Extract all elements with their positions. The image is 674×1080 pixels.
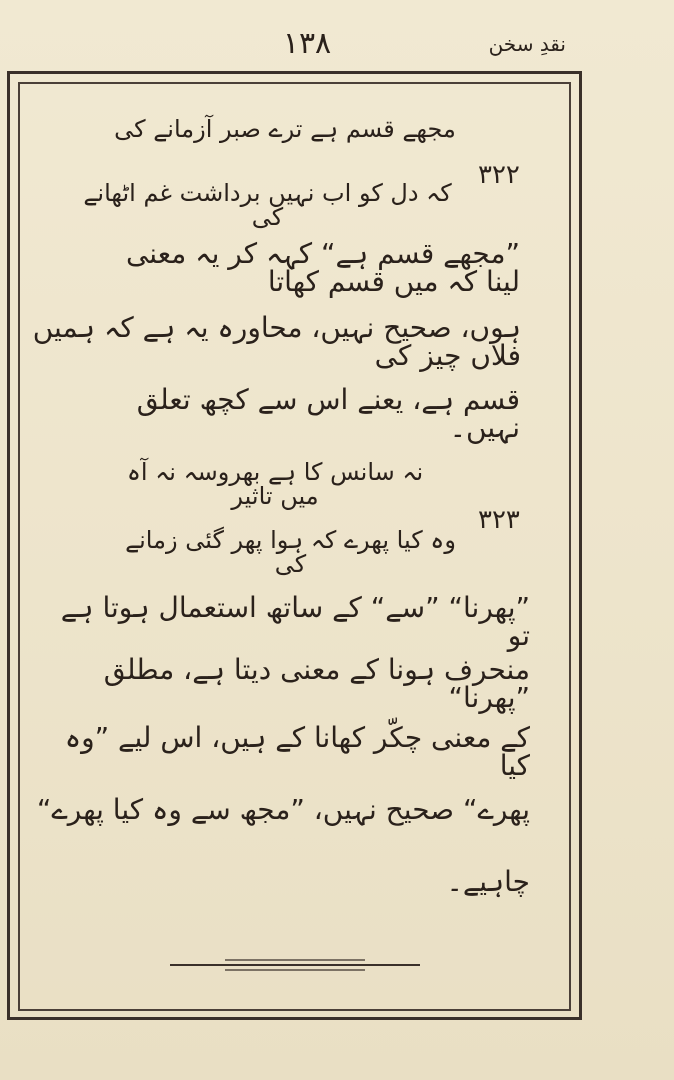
entry-322-prose-line-1: ”مجھے قسم ہے“ کہہ کر یہ معنی لینا کہ میں قسم کھاتا (125, 237, 520, 298)
entry-322-prose-line-3: قسم ہے، یعنے اس سے کچھ تعلق نہیں۔ (136, 383, 520, 444)
page-header (0, 0, 674, 70)
page-number: ۱۳۸ (282, 26, 332, 61)
book-title: نقدِ سخن (488, 32, 566, 56)
entry-323-verse-line-2: وہ کیا پھرے کہ ہوا پھر گئی زمانے کی (125, 526, 456, 578)
entry-323-prose-line-2: منحرف ہونا کے معنی دیتا ہے، مطلق ”پھرنا“ (103, 653, 530, 714)
entry-323-prose-line-3: کے معنی چکّر کھانا کے ہیں، اس لیے ”وہ کیا (64, 721, 530, 782)
entry-322-verse-line-2: کہ دل کو اب نہیں برداشت غم اٹھانے کی (83, 179, 452, 231)
entry-322-prose-line-2: ہوں، صحیح نہیں، محاورہ یہ ہے کہ ہمیں فلاں چیز کی (32, 311, 521, 372)
entry-323-verse-line-1: نہ سانس کا ہے بھروسہ نہ آہ میں تاثیر (126, 458, 424, 510)
entry-323-prose-line-1: ”پھرنا“ ”سے“ کے ساتھ استعمال ہوتا ہے تو (60, 591, 530, 652)
entry-323-prose-line-4: پھرے“ صحیح نہیں، ”مجھ سے وہ کیا پھرے“ (36, 793, 530, 826)
closing-ornament-rule (170, 956, 420, 974)
entry-322-number: ۳۲۲ (478, 160, 520, 190)
entry-323-number: ۳۲۳ (478, 505, 520, 535)
entry-323-prose-line-5: چاہیے۔ (446, 865, 530, 898)
entry-322-verse-line-1: مجھے قسم ہے ترے صبر آزمانے کی (114, 115, 456, 143)
